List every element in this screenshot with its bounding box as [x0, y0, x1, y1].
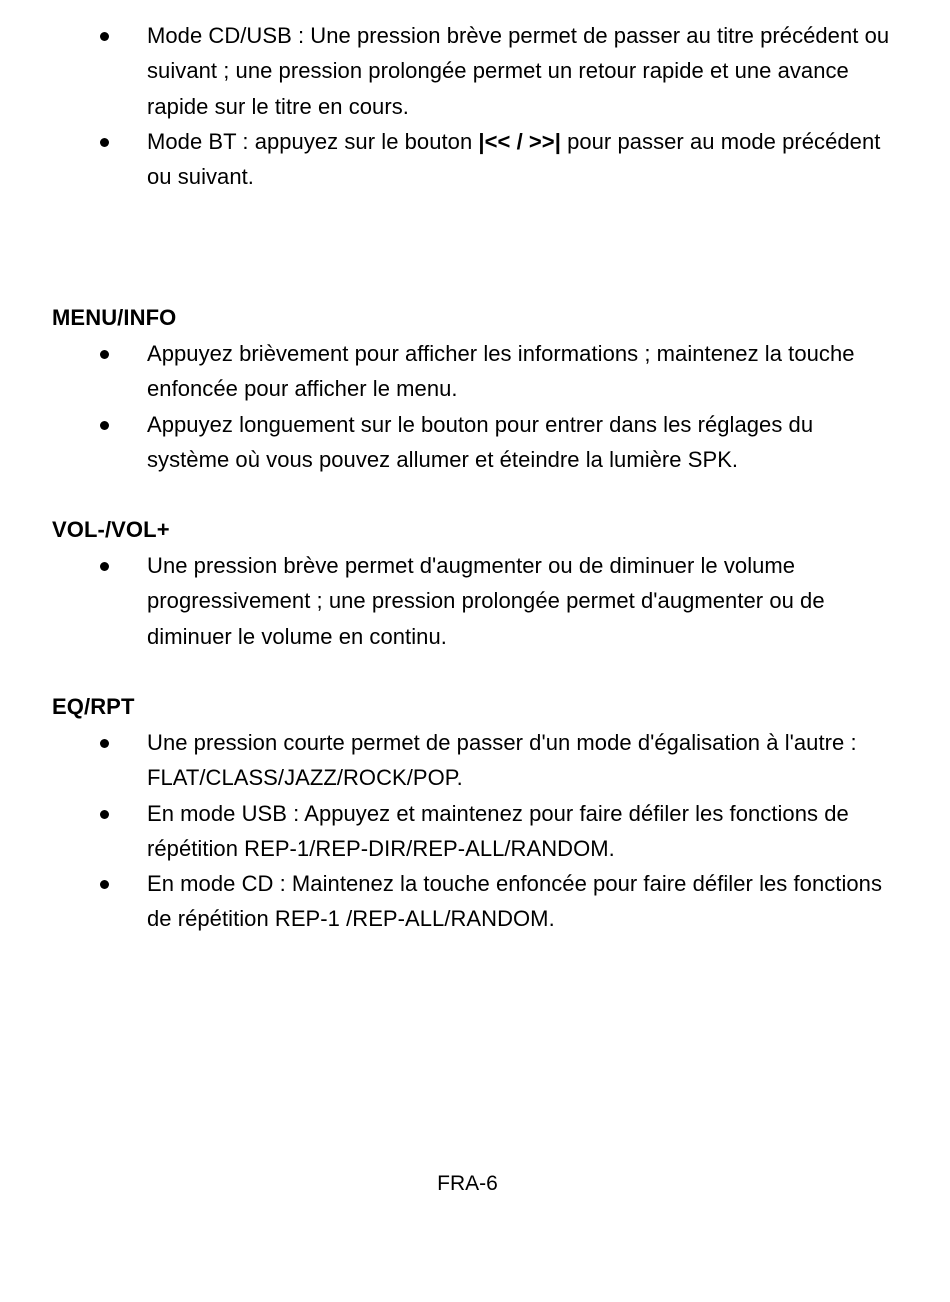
intro-list [0, 18, 950, 194]
list-item-text: En mode CD : Maintenez la touche enfoncée pour faire défiler les fonctions de répétition REP-1 /REP-ALL/RANDOM. [147, 871, 883, 932]
bullet-icon [100, 350, 109, 359]
list-item [0, 866, 950, 937]
bullet-icon [100, 32, 109, 41]
section-heading: VOL-/VOL+ [52, 517, 170, 542]
bullet-icon [100, 880, 109, 889]
list-item-text-end: pour passer au mode précédent ou suivant. [147, 128, 881, 190]
list-item [0, 725, 950, 796]
list-item [0, 548, 950, 654]
list-item-text-start: Mode BT : appuyez sur le bouton [147, 128, 479, 154]
list-item [0, 407, 950, 478]
page-number: FRA-6 [437, 1172, 498, 1195]
intro-bullets [0, 18, 950, 194]
bullet-icon [100, 739, 109, 748]
list-item [0, 124, 950, 195]
list-item-text: Une pression brève permet d'augmenter ou de diminuer le volume progressivement ; une pression prolongée permet d'augmenter ou de diminuer le volume en continu. [147, 553, 825, 649]
section-heading: EQ/RPT [52, 694, 135, 719]
bullet-icon [100, 562, 109, 571]
list-item-text: Appuyez longuement sur le bouton pour entrer dans les réglages du système où vous pouvez allumer et éteindre la lumière SPK. [147, 411, 814, 472]
bullet-icon [100, 138, 109, 147]
list-item [0, 336, 950, 407]
list-item-text: Appuyez brièvement pour afficher les informations ; maintenez la touche enfoncée pour afficher le menu. [147, 341, 855, 402]
section-heading: MENU/INFO [52, 305, 177, 330]
list-item-text: Mode CD/USB : Une pression brève permet de passer au titre précédent ou suivant ; une pression prolongée permet un retour rapide et une avance rapide sur le titre en cours. [147, 23, 890, 119]
section-bullets [0, 548, 950, 654]
button-symbol-text: |<< / >>| [478, 128, 561, 154]
list-item-text: Une pression courte permet de passer d'un mode d'égalisation à l'autre : FLAT/CLASS/JAZZ/ROCK/POP. [147, 730, 857, 791]
list-item [0, 18, 950, 124]
list-item-text: En mode USB : Appuyez et maintenez pour faire défiler les fonctions de répétition REP-1/REP-DIR/REP-ALL/RANDOM. [147, 800, 849, 861]
list-item [0, 796, 950, 867]
bullet-icon [100, 810, 109, 819]
section-bullets [0, 336, 950, 477]
section-bullets [0, 725, 950, 937]
bullet-icon [100, 421, 109, 430]
